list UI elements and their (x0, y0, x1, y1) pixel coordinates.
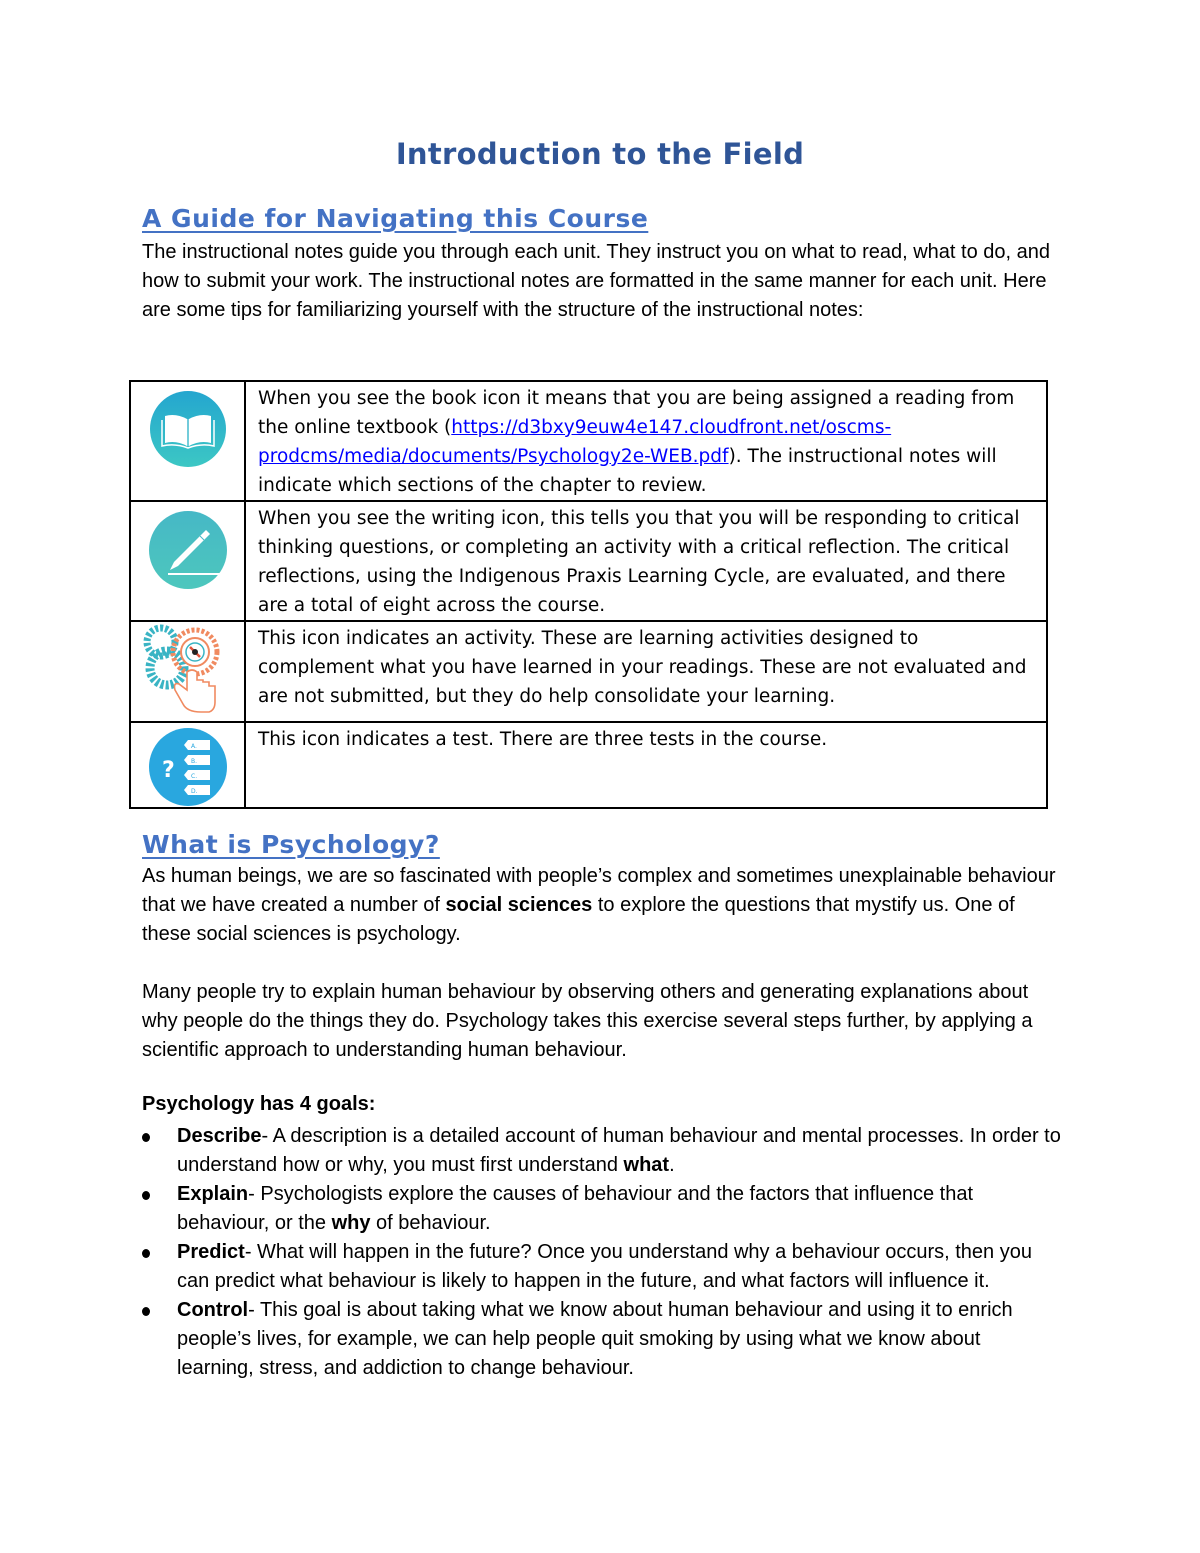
svg-text:C.: C. (190, 773, 197, 780)
section-heading-psychology: What is Psychology? (142, 830, 440, 859)
list-item: Explain- Psychologists explore the causes of behaviour and the factors that influence that behaviour, or the why of behaviour. (142, 1180, 1062, 1238)
textbook-link[interactable]: https://d3bxy9euw4e147.cloudfront.net/oscms-prodcms/media/documents/Psychology2e-WEB.pdf (258, 417, 892, 467)
psychology-paragraph-1: As human beings, we are so fascinated with people’s complex and sometimes unexplainable behaviour that we have created a number of social sciences to explore the questions that mystify us. One of these social sciences is psychology. (142, 865, 1056, 945)
intro-text: The instructional notes guide you through each unit. They instruct you on what to read, what to do, and how to submit your work. The instructional notes are formatted in the same manner for each unit. Here are some tips for familiarizing yourself with the structure of the instructional notes: (142, 241, 1050, 321)
list-item: Predict- What will happen in the future? Once you understand why a behaviour occurs, then you can predict what behaviour is likely to happen in the future, and what factors will influence it. (142, 1238, 1062, 1296)
intro-paragraph (142, 238, 1062, 325)
icon-cell (130, 722, 245, 808)
svg-text:D.: D. (190, 788, 198, 795)
bullet-icon (142, 1133, 150, 1142)
icon-guide-table (129, 380, 1048, 809)
test-description: This icon indicates a test. There are three tests in the course. (245, 722, 1047, 808)
book-icon (131, 382, 244, 468)
icon-cell (130, 381, 245, 501)
bullet-icon (142, 1307, 150, 1316)
svg-text:?: ? (161, 758, 175, 783)
writing-pen-icon (131, 502, 244, 590)
goals-label: Psychology has 4 goals: (142, 1093, 376, 1115)
table-row-book (130, 381, 1047, 501)
social-sciences-term: social sciences (445, 894, 593, 916)
bullet-icon (142, 1249, 150, 1258)
test-quiz-icon (131, 723, 244, 807)
bullet-icon (142, 1191, 150, 1200)
table-row-test (130, 722, 1047, 808)
svg-text:B.: B. (190, 758, 197, 765)
activity-description: This icon indicates an activity. These are learning activities designed to complement what you have learned in your readings. These are not evaluated and are not submitted, but they do help consolidate your learning. (245, 621, 1047, 722)
table-row-activity (130, 621, 1047, 722)
list-item: Describe- A description is a detailed account of human behaviour and mental processes. In order to understand how or why, you must first understand what. (142, 1122, 1062, 1180)
psychology-paragraph-2: Many people try to explain human behaviour by observing others and generating explanations about why people do the things they do. Psychology takes this exercise several steps further, by applying a scientific approach to understanding human behaviour. (142, 981, 1033, 1061)
section-heading-guide: A Guide for Navigating this Course (142, 204, 649, 233)
svg-text:A.: A. (190, 743, 197, 750)
book-description: When you see the book icon it means that you are being assigned a reading from the online textbook (https://d3bxy9euw4e147.cloudfront.net/oscms-prodcms/media/documents/Psychology2e-WEB.pdf). The instructional notes will indicate which sections of the chapter to review. (245, 381, 1047, 501)
writing-description: When you see the writing icon, this tells you that you will be responding to critical thinking questions, or completing an activity with a critical reflection. The critical reflections, using the Indigenous Praxis Learning Cycle, are evaluated, and there are a total of eight across the course. (245, 501, 1047, 621)
list-item: Control- This goal is about taking what we know about human behaviour and using it to enrich people’s lives, for example, we can help people quit smoking by using what we know about learning, stress, and addiction to change behaviour. (142, 1296, 1062, 1383)
activity-gears-icon (131, 622, 244, 718)
icon-cell (130, 501, 245, 621)
icon-cell (130, 621, 245, 722)
table-row-writing (130, 501, 1047, 621)
page-title: Introduction to the Field (395, 137, 805, 171)
goals-list (142, 1122, 1062, 1383)
